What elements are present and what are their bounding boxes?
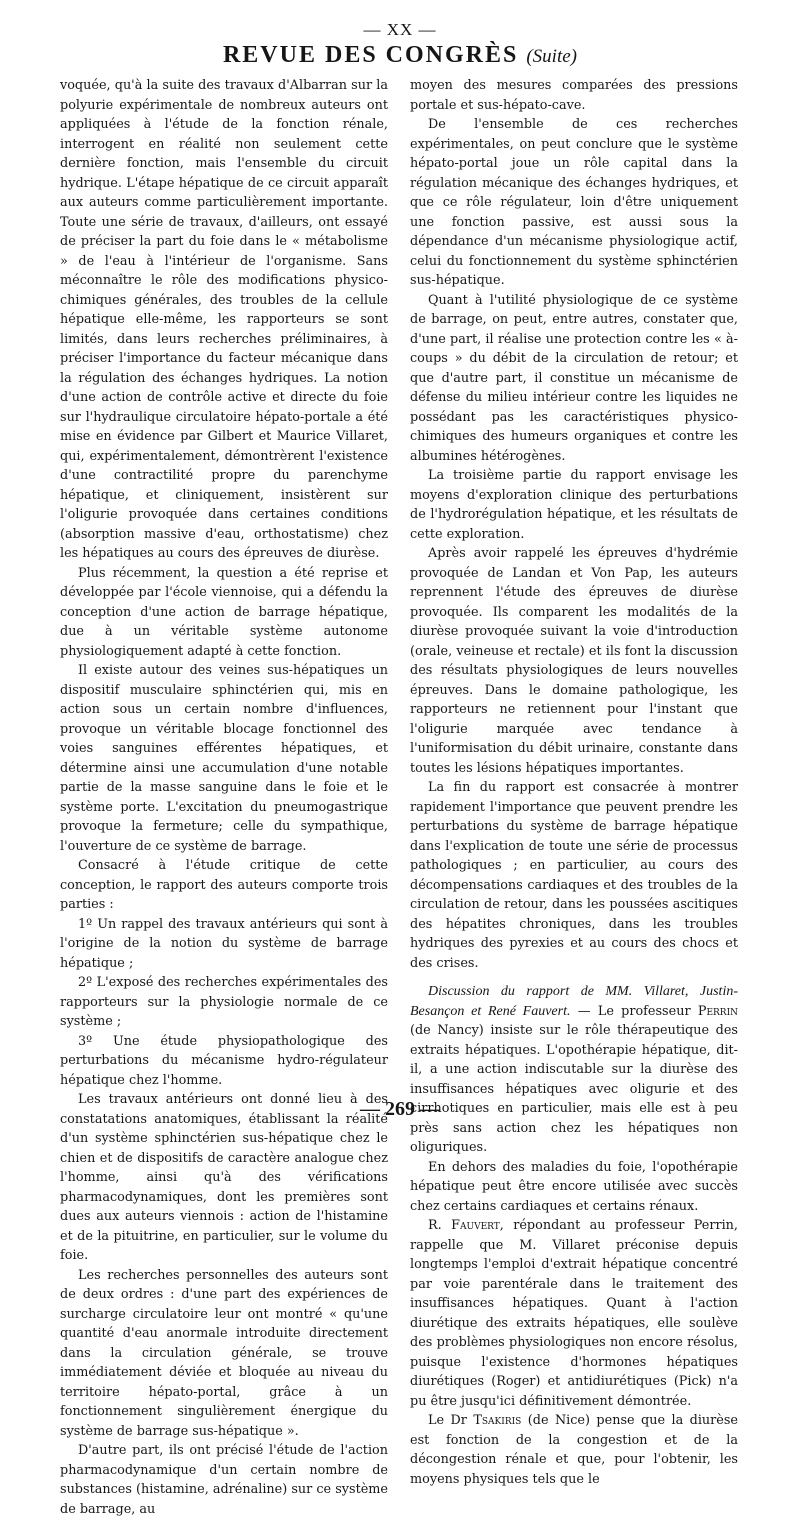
- discussion-title: Discussion du rapport de MM. Villaret, Justin-Besançon et René Fauvert.: [410, 984, 738, 1019]
- journal-section-title: REVUE DES CONGRÈS: [222, 42, 519, 68]
- paragraph: La troisième partie du rapport envisage les moyens d'exploration clinique des perturbations de l'hydrorégulation hépatique, et les résultats de cette exploration.: [410, 468, 738, 542]
- page-number: — 269 —: [360, 1098, 440, 1120]
- list-item: 1º Un rappel des travaux antérieurs qui sont à l'origine de la notion du système de barrage hépatique ;: [60, 916, 388, 971]
- paragraph: moyen des mesures comparées des pressions portale et sus-hépato-cave.: [410, 78, 738, 113]
- paragraph: [410, 1216, 738, 1411]
- paragraph: D'autre part, ils ont précisé l'étude de l'action pharmacodynamique d'un certain nombre de substances (histamine, adrénaline) sur ce système de barrage, au: [60, 1443, 388, 1517]
- discussion-text: (de Nancy) insiste sur le rôle thérapeutique des extraits hépatiques. L'opothérapie hépatique, dit-il, a une action indiscutable sur la diurèse des insuffisances hépatiques avec oligurie et des cirrhotiques en particulier, mais elle est à peu près sans action chez les hépatiques non oliguriques.: [410, 1023, 738, 1155]
- left-column: [60, 76, 388, 1519]
- title-prefix: Le Dr: [428, 1413, 474, 1428]
- paragraph: [410, 1411, 738, 1489]
- paragraph: En dehors des maladies du foie, l'opothérapie hépatique peut être encore utilisée avec succès chez certains cardiaques et certains rénaux.: [410, 1159, 738, 1214]
- paragraph: Plus récemment, la question a été reprise et développée par l'école viennoise, qui a défendu la conception d'une action de barrage hépatique, due à un véritable système autonome physiologiquement adapté à cette fonction.: [60, 565, 388, 659]
- right-column: [410, 76, 738, 1489]
- discussion-paragraph: [410, 982, 738, 1158]
- paragraph: voquée, qu'à la suite des travaux d'Albarran sur la polyurie expérimentale de nombreux auteurs ont appliquées à l'étude de la fonction rénale, interrogent en réalité non seulement cette dernière fonction, mais l'ensemble du circuit hydrique. L'étape hépatique de ce circuit apparaît aux auteurs comme particulièrement importante. Toute une série de travaux, d'ailleurs, ont essayé de préciser la part du foie dans le « métabolisme » de l'eau à l'intérieur de l'organisme. Sans méconnaître le rôle des modifications physico-chimiques générales, des troubles de la cellule hépatique elle-même, les rapporteurs se sont limités, dans leurs recherches préliminaires, à préciser l'importance du facteur mécanique dans la régulation des échanges hydriques. La notion d'une action de contrôle active et directe du foie sur l'hydraulique circulatoire hépato-portale a été mise en évidence par Gilbert et Maurice Villaret, qui, expérimentalement, démontrèrent l'existence d'une contractilité propre du parenchyme hépatique, et cliniquement, insistèrent sur l'oligurie provoquée dans certaines conditions (absorption massive d'eau, orthostatisme) chez les hépatiques au cours des épreuves de diurèse.: [60, 78, 388, 561]
- paragraph: La fin du rapport est consacrée à montrer rapidement l'importance que peuvent prendre les perturbations du système de barrage hépatique dans l'explication de toute une série de processus pathologiques ; en particulier, au cours des décompensations cardiaques et des troubles de la circulation de retour, dans les poussées ascitiques des hépatites chroniques, dans les troubles hydriques des pyrexies et au cours des chocs et des crises.: [410, 780, 738, 971]
- paragraph: Après avoir rappelé les épreuves d'hydrémie provoquée de Landan et Von Pap, les auteurs reprennent l'étude des épreuves de diurèse provoquée. Ils comparent les modalités de la diurèse provoquée suivant la voie d'introduction (orale, veineuse et rectale) et ils font la discussion des résultats physiologiques de leurs nouvelles épreuves. Dans le domaine pathologique, les rapporteurs ne retiennent pour l'instant que l'oligurie marquée avec tendance à l'uniformisation du débit urinaire, constante dans toutes les lésions hépatiques importantes.: [410, 546, 738, 776]
- paragraph: Quant à l'utilité physiologique de ce système de barrage, on peut, entre autres, constater que, d'une part, il réalise une protection contre les « à-coups » du débit de la circulation de retour; et que d'autre part, il constitue un mécanisme de défense du milieu intérieur contre les liquides ne possédant pas les caractéristiques physico-chimiques des humeurs organiques et contre les albumines hétérogènes.: [410, 292, 738, 464]
- speaker-name: Tsakiris: [473, 1413, 522, 1428]
- speaker-name: Perrin: [697, 1003, 739, 1019]
- suite-label: (Suite): [526, 46, 578, 67]
- running-header: [0, 42, 800, 69]
- discussion-text: , répondant au professeur Perrin, rappelle que M. Villaret préconise depuis longtemps l'emploi d'extrait hépatique concentré par voie parentérale dans le traitement des insuffisances hépatiques. Quant à l'action diurétique des extraits hépatiques, elle soulève des problèmes physiologiques non encore résolus, puisque l'existence d'hormones hépatiques diurétiques (Roger) et antidiurétiques (Pick) n'a pu être jusqu'ici définitivement démontrée.: [410, 1218, 738, 1409]
- list-item: 2º L'exposé des recherches expérimentales des rapporteurs sur la physiologie normale de ce système ;: [60, 975, 388, 1029]
- paragraph: Il existe autour des veines sus-hépatiques un dispositif musculaire sphinctérien qui, mis en action sous un certain nombre d'influences, provoque un véritable blocage fonctionnel des voies sanguines efférentes hépatiques, et détermine ainsi une accumulation d'une notable partie de la masse sanguine dans le foie et le système porte. L'excitation du pneumogastrique provoque la fermeture; celle du sympathique, l'ouverture de ce système de barrage.: [60, 663, 388, 854]
- paragraph: Les travaux antérieurs ont donné lieu à des constatations anatomiques, établissant la réalité d'un système sphinctérien sus-hépatique chez le chien et de dispositifs de caractère analogue chez l'homme, ainsi qu'à des vérifications pharmacodynamiques, dont les premières sont dues aux auteurs viennois : action de l'histamine et de la pituitrine, en particulier, sur le volume du foie.: [60, 1092, 388, 1263]
- discussion-intro: — Le professeur: [570, 1003, 698, 1019]
- list-item: 3º Une étude physiopathologique des perturbations du mécanisme hydro-régulateur hépatique chez l'homme.: [60, 1033, 388, 1088]
- speaker-name: R. Fauvert: [428, 1218, 500, 1233]
- roman-folio: — XX —: [363, 20, 437, 39]
- paragraph: Consacré à l'étude critique de cette conception, le rapport des auteurs comporte trois parties :: [60, 858, 388, 912]
- paragraph: De l'ensemble de ces recherches expérimentales, on peut conclure que le système hépato-portal joue un rôle capital dans la régulation mécanique des échanges hydriques, et que ce rôle régulateur, loin d'être uniquement une fonction passive, est aussi sous la dépendance d'un mécanisme physiologique actif, celui du fonctionnement du système sphinctérien sus-hépatique.: [410, 117, 738, 288]
- paragraph: Les recherches personnelles des auteurs sont de deux ordres : d'une part des expériences de surcharge circulatoire leur ont montré « qu'une quantité d'eau anormale introduite directement dans la circulation générale, se trouve immédiatement déviée et bloquée au niveau du territoire hépato-portal, grâce à un fonctionnement singulièrement énergique du système de barrage sus-hépatique ».: [60, 1267, 388, 1439]
- discussion-text: (de Nice) pense que la diurèse est fonction de la congestion et de la décongestion rénale et que, pour l'obtenir, les moyens physiques tels que le: [410, 1413, 738, 1487]
